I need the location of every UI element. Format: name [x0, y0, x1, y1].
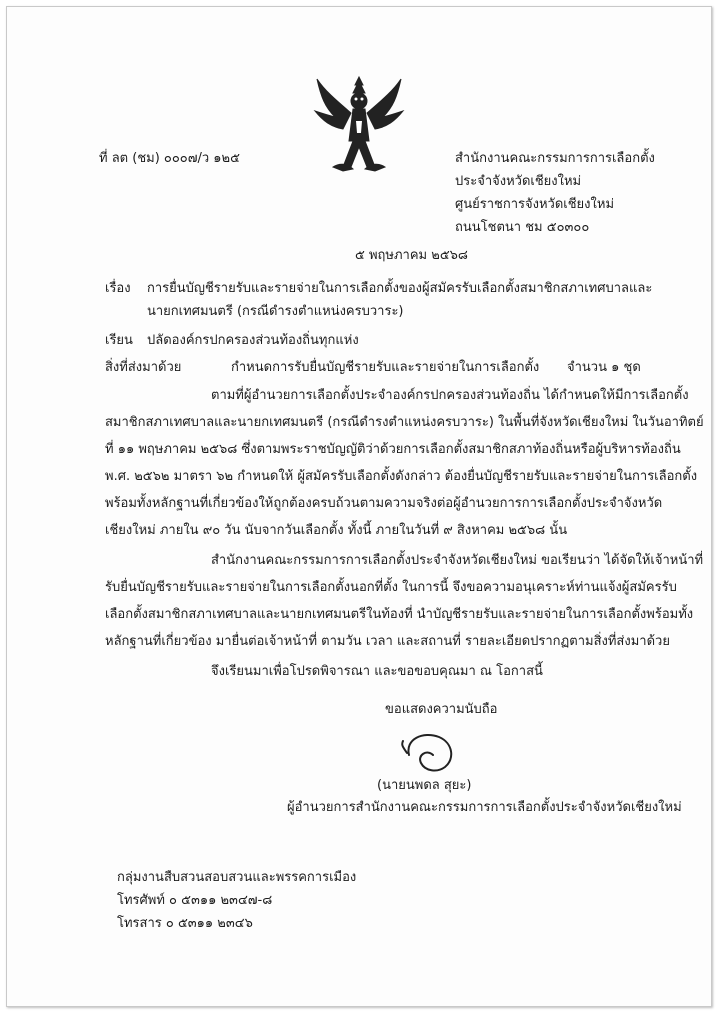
enclosure-count: จำนวน ๑ ชุด	[567, 360, 641, 375]
sender-line-3: ศูนย์ราชการจังหวัดเชียงใหม่	[455, 197, 615, 212]
body-para1-line-2: สมาชิกสภาเทศบาลและนายกเทศมนตรี (กรณีดำรงตำแหน่งครบวาระ) ในพื้นที่จังหวัดเชียงใหม่ ในวันอาทิตย์	[105, 415, 704, 430]
subject-line-2: นายกเทศมนตรี (กรณีดำรงตำแหน่งครบวาระ)	[147, 304, 404, 319]
body-para1-line-1: ตามที่ผู้อำนวยการเลือกตั้งประจำองค์กรปกครองส่วนท้องถิ่น ได้กำหนดให้มีการเลือกตั้ง	[211, 388, 689, 403]
body-para1-line-3: ที่ ๑๑ พฤษภาคม ๒๕๖๘ ซึ่งตามพระราชบัญญัติว่าด้วยการเลือกตั้งสมาชิกสภาท้องถิ่นหรือผู้บริหารท้องถิ่น	[105, 442, 681, 457]
sender-line-4: ถนนโชตนา ชม ๕๐๓๐๐	[455, 220, 590, 235]
document-date: ๕ พฤษภาคม ๒๕๖๘	[355, 248, 468, 263]
enclosure-value: กำหนดการรับยื่นบัญชีรายรับและรายจ่ายในการเลือกตั้ง	[231, 360, 540, 375]
body-para2-line-1: สำนักงานคณะกรรมการการเลือกตั้งประจำจังหวัดเชียงใหม่ ขอเรียนว่า ได้จัดให้เจ้าหน้าที่	[211, 553, 704, 568]
footer-phone: โทรศัพท์ ๐ ๕๓๑๑ ๒๓๔๗-๘	[117, 893, 273, 908]
sender-line-2: ประจำจังหวัดเชียงใหม่	[455, 174, 582, 189]
enclosure-label: สิ่งที่ส่งมาด้วย	[105, 360, 182, 375]
recipient-value: ปลัดองค์กรปกครองส่วนท้องถิ่นทุกแห่ง	[147, 333, 359, 348]
body-para3: จึงเรียนมาเพื่อโปรดพิจารณา และขอขอบคุณมา ณ โอกาสนี้	[211, 664, 543, 679]
sender-line-1: สำนักงานคณะกรรมการการเลือกตั้ง	[455, 151, 655, 166]
recipient-label: เรียน	[105, 333, 133, 348]
document-page	[6, 6, 712, 1007]
body-para1-line-6: เชียงใหม่ ภายใน ๙๐ วัน นับจากวันเลือกตั้ง ทั้งนี้ ภายในวันที่ ๙ สิงหาคม ๒๕๖๘ นั้น	[105, 523, 568, 538]
body-para2-line-4: หลักฐานที่เกี่ยวข้อง มายื่นต่อเจ้าหน้าที่ ตามวัน เวลา และสถานที่ รายละเอียดปรากฏตามสิ่งที่ส่งมาด้วย	[105, 634, 670, 649]
garuda-emblem-icon	[313, 71, 405, 175]
body-para1-line-5: พร้อมทั้งหลักฐานที่เกี่ยวข้องให้ถูกต้องครบถ้วนตามความจริงต่อผู้อำนวยการการเลือกตั้งประจำจังหวัด	[105, 496, 663, 511]
body-para2-line-3: เลือกตั้งสมาชิกสภาเทศบาลและนายกเทศมนตรีในท้องที่ นำบัญชีรายรับและรายจ่ายในการเลือกตั้งพร้อมทั้ง	[105, 607, 694, 622]
reference-number: ที่ ลต (ชม) ๐๐๐๗/ว ๑๒๕	[99, 151, 240, 166]
subject-label: เรื่อง	[105, 281, 131, 296]
handwritten-signature	[399, 725, 463, 775]
subject-line-1: การยื่นบัญชีรายรับและรายจ่ายในการเลือกตั้งของผู้สมัครรับเลือกตั้งสมาชิกสภาเทศบาลและ	[147, 281, 653, 296]
closing-salutation: ขอแสดงความนับถือ	[385, 702, 498, 717]
footer-department: กลุ่มงานสืบสวนสอบสวนและพรรคการเมือง	[117, 870, 357, 885]
signatory-name: (นายนพดล สุยะ)	[377, 778, 472, 793]
footer-fax: โทรสาร ๐ ๕๓๑๑ ๒๓๔๖	[117, 916, 253, 931]
signatory-position: ผู้อำนวยการสำนักงานคณะกรรมการการเลือกตั้งประจำจังหวัดเชียงใหม่	[287, 800, 682, 815]
body-para2-line-2: รับยื่นบัญชีรายรับและรายจ่ายในการเลือกตั้งนอกที่ตั้ง ในการนี้ จึงขอความอนุเคราะห์ท่านแจ้งผู้สมัครรับ	[105, 580, 677, 595]
body-para1-line-4: พ.ศ. ๒๕๖๒ มาตรา ๖๒ กำหนดให้ ผู้สมัครรับเลือกตั้งดังกล่าว ต้องยื่นบัญชีรายรับและรายจ่ายในการเลือกตั้ง	[105, 469, 698, 484]
